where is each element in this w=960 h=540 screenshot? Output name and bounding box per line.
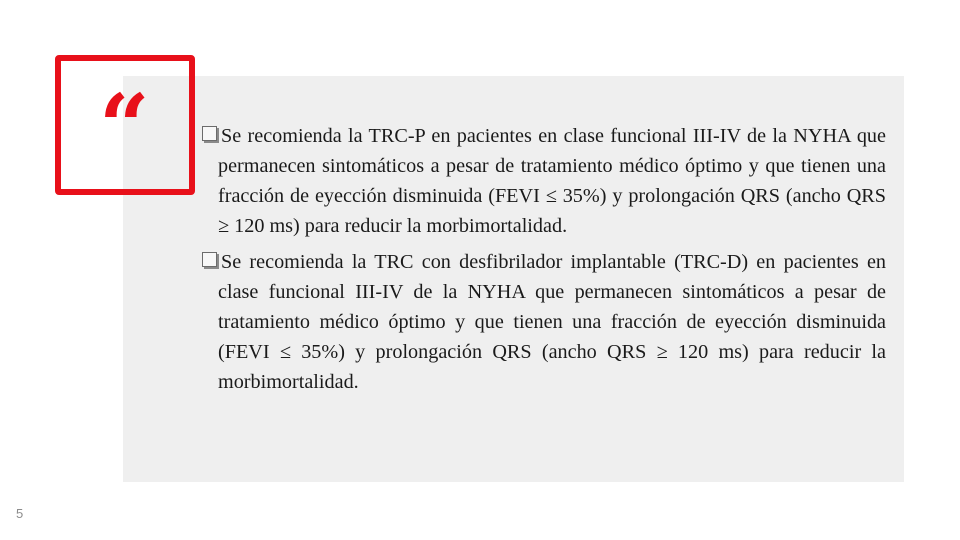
bullet-list	[202, 121, 886, 403]
bullet-text: Se recomienda la TRC-P en pacientes en clase funcional III-IV de la NYHA que permanecen sintomáticos a pesar de tratamiento médico óptimo y que tienen una fracción de eyección disminuida (FEVI ≤ 35%) y prolongación QRS (ancho QRS ≥ 120 ms) para reducir la morbimortalidad.	[218, 125, 886, 237]
page-number: 5	[16, 506, 24, 521]
list-item	[202, 121, 886, 241]
checkbox-square-icon	[202, 126, 217, 141]
checkbox-square-icon	[202, 252, 217, 267]
quote-mark-icon: “	[99, 74, 150, 178]
list-item	[202, 247, 886, 397]
bullet-text: Se recomienda la TRC con desfibrilador implantable (TRC-D) en pacientes en clase funcional III-IV de la NYHA que permanecen sintomáticos a pesar de tratamiento médico óptimo y que tienen una fracción de eyección disminuida (FEVI ≤ 35%) y prolongación QRS (ancho QRS ≥ 120 ms) para reducir la morbimortalidad.	[218, 251, 886, 393]
